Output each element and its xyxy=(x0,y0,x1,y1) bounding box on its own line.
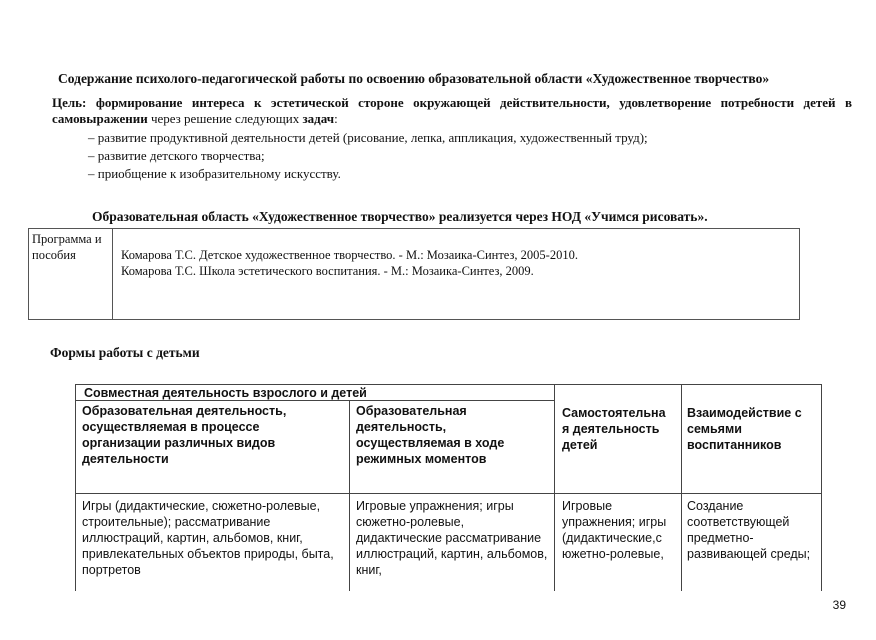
goal-tasks-word: задач xyxy=(302,111,335,126)
column-header: Самостоятельна я деятельность детей xyxy=(562,406,666,452)
table-cell: Игровые упражнения; игры сюжетно-ролевые, дидактические рассматривание иллюстраций, картин, альбомов, книг, xyxy=(356,499,548,577)
task-item: – развитие детского творчества; xyxy=(88,148,265,163)
program-refs xyxy=(121,247,578,279)
task-item: – развитие продуктивной деятельности детей (рисование, лепка, аппликация, художественный труд); xyxy=(88,130,648,145)
goal-tail: : xyxy=(334,111,338,126)
program-ref: Комарова Т.С. Детское художественное творчество. - М.: Мозаика-Синтез, 2005-2010. xyxy=(121,248,578,262)
program-ref: Комарова Т.С. Школа эстетического воспитания. - М.: Мозаика-Синтез, 2009. xyxy=(121,264,534,278)
column-header: Взаимодействие с семьями воспитанников xyxy=(687,406,802,452)
column-header: Образовательная деятельность, осуществляемая в процессе организации различных видов деятельности xyxy=(82,404,287,466)
table-rule xyxy=(554,385,555,591)
program-table xyxy=(28,228,800,320)
goal-normal: через решение следующих xyxy=(147,111,303,126)
implementation-line: Образовательная область «Художественное творчество» реализуется через НОД «Учимся рисовать». xyxy=(92,209,708,224)
column-header: Образовательная деятельность, осуществляемая в ходе режимных моментов xyxy=(356,404,505,466)
goal-paragraph xyxy=(52,95,852,127)
forms-title: Формы работы с детьми xyxy=(50,345,200,360)
section-heading: Содержание психолого-педагогической работы по освоению образовательной области «Художественное творчество» xyxy=(58,71,770,86)
task-list xyxy=(88,129,648,183)
task-item: – приобщение к изобразительному искусству. xyxy=(88,166,341,181)
group-header: Совместная деятельность взрослого и детей xyxy=(84,386,367,400)
program-label: Программа и пособия xyxy=(29,229,113,319)
goal-bold: Цель: формирование интереса к эстетической стороне окружающей действительности, удовлетворение потребности детей в самовыражении xyxy=(52,95,852,126)
table-cell: Создание соответствующей предметно-развивающей среды; xyxy=(687,499,811,561)
table-cell: Игры (дидактические, сюжетно-ролевые, строительные); рассматривание иллюстраций, картин, альбомов, книг, привлекательных объектов природы, быта, портретов xyxy=(82,499,334,577)
table-rule xyxy=(681,385,682,591)
table-rule xyxy=(349,400,350,591)
table-rule xyxy=(76,493,821,494)
forms-table xyxy=(75,384,822,591)
page-number: 39 xyxy=(832,598,846,612)
table-cell: Игровые упражнения; игры (дидактические,с южетно-ролевые, xyxy=(562,499,667,561)
